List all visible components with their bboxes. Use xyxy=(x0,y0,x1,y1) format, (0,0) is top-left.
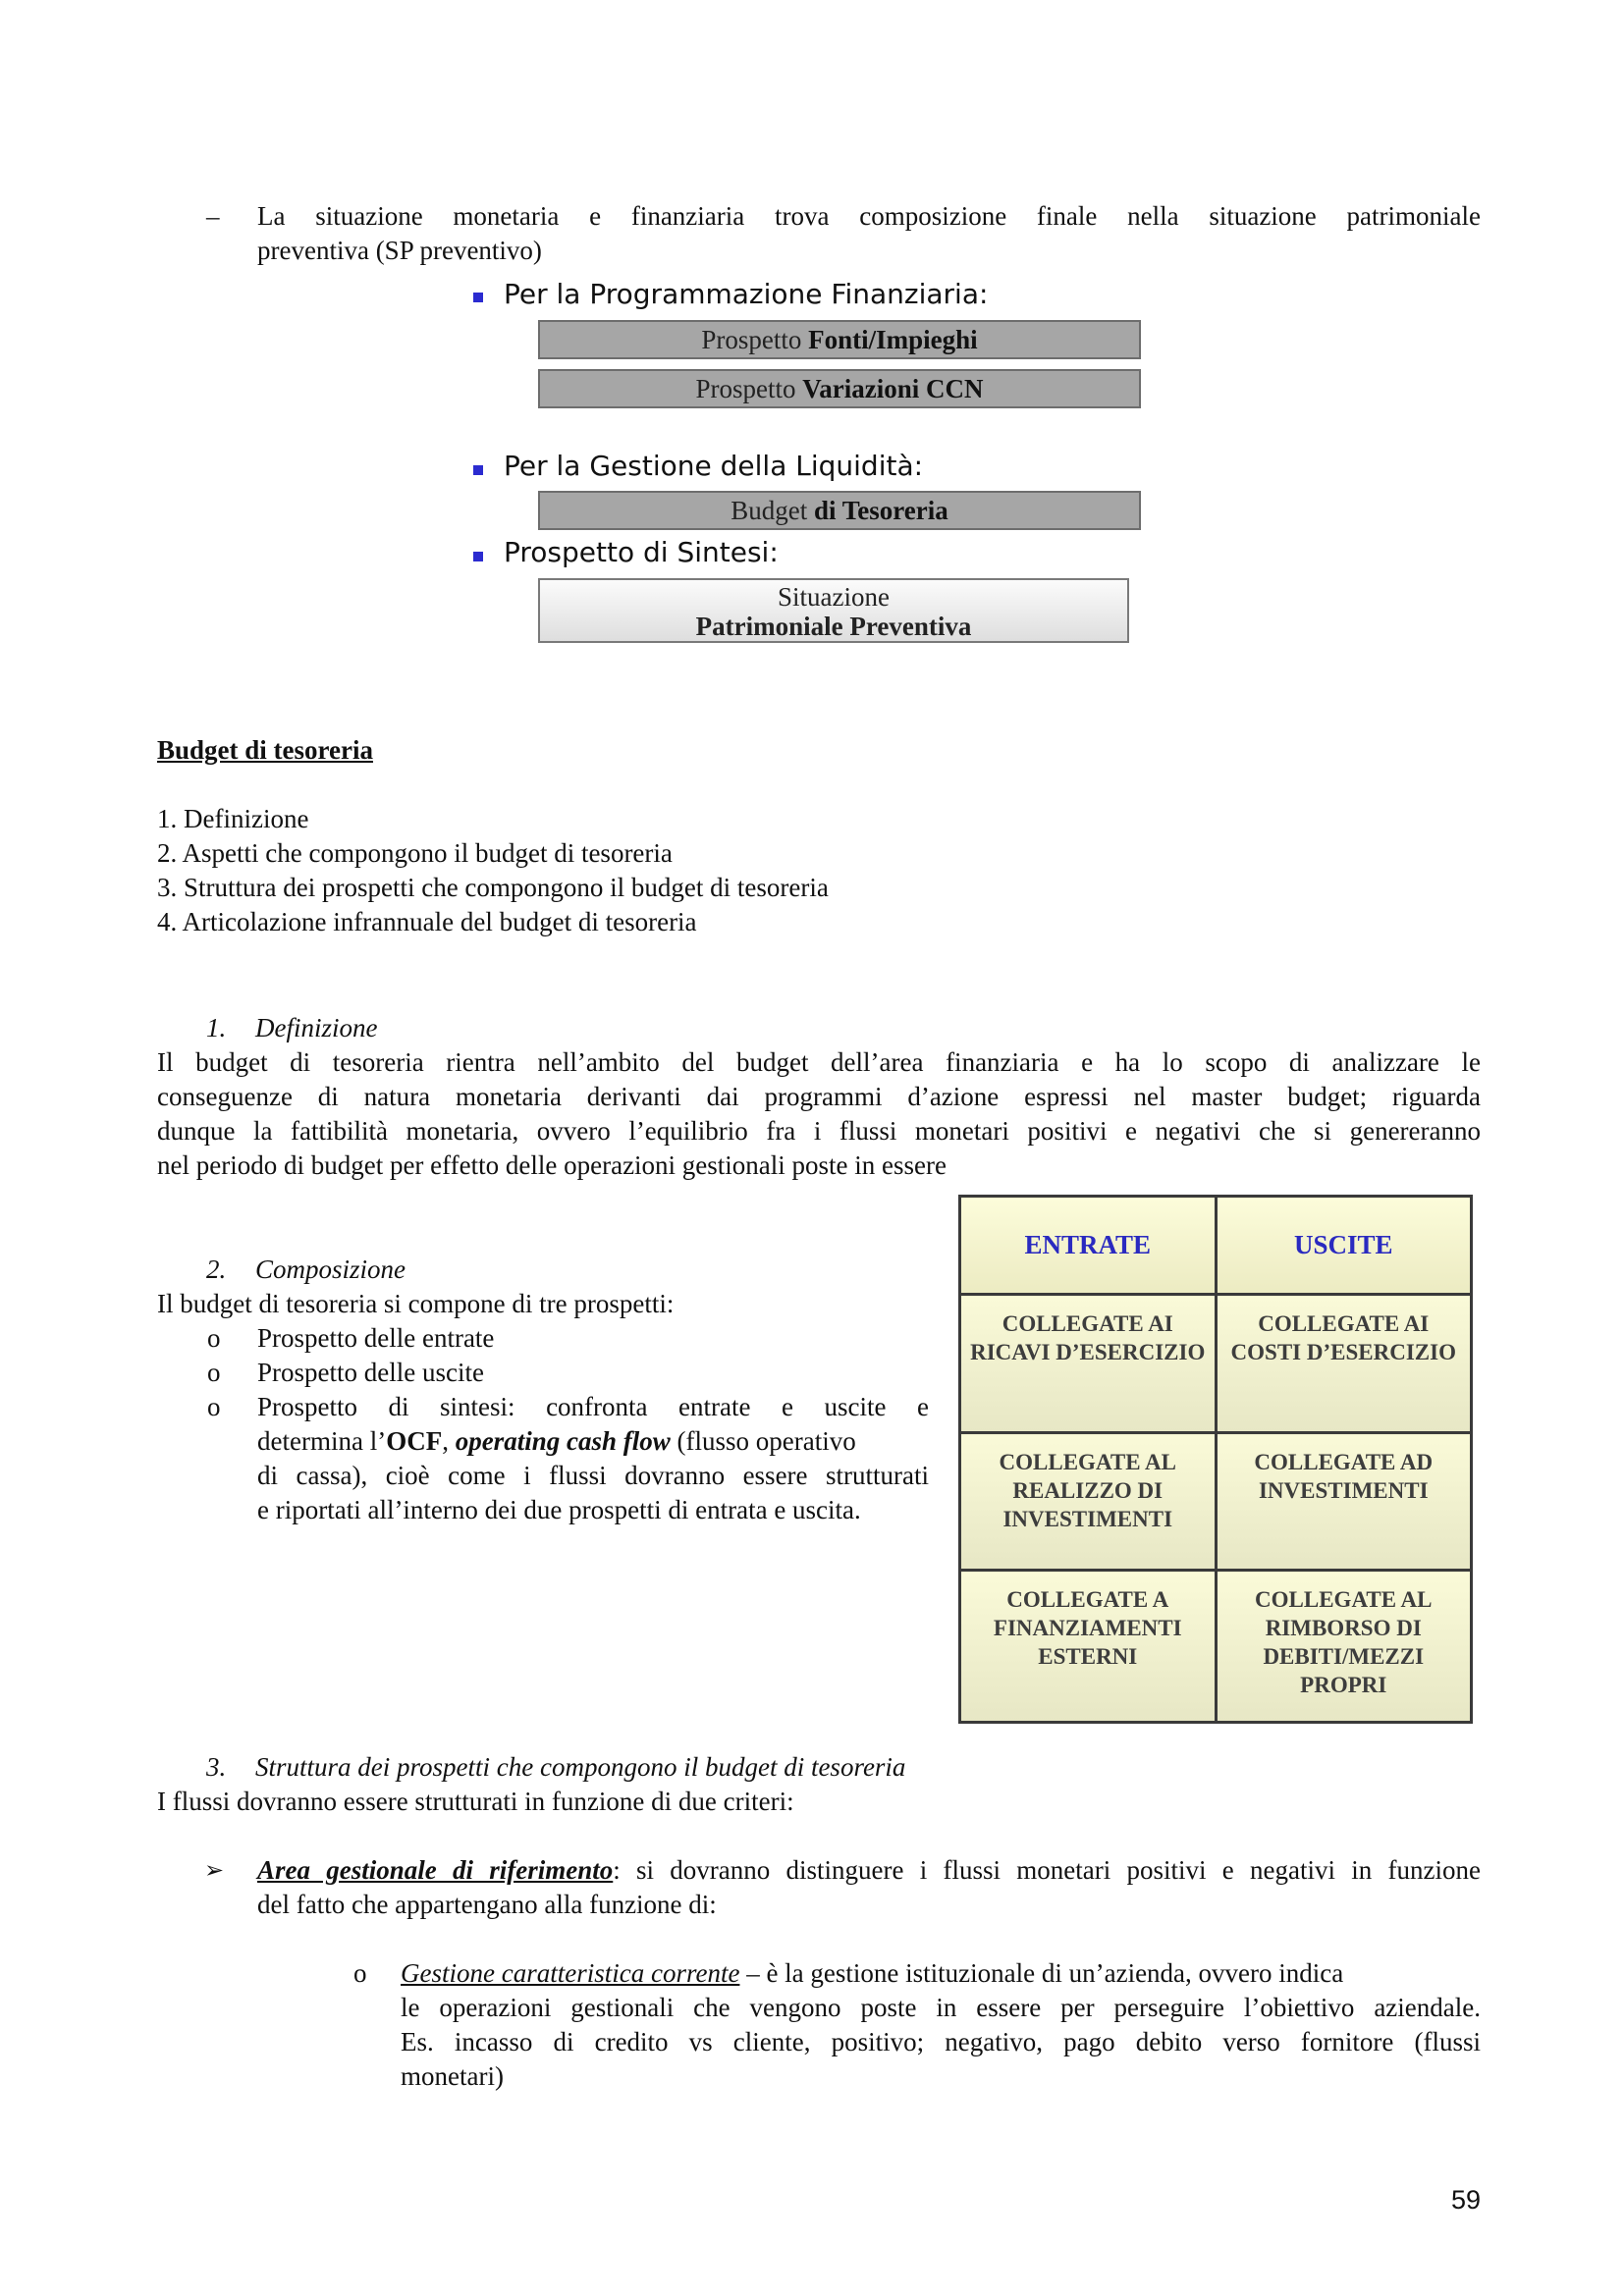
toc-item: 1. Definizione xyxy=(157,804,309,833)
comp-item-3-text: determina l’ xyxy=(257,1426,387,1456)
def-line: dunque la fattibilità monetaria, ovvero l’equilibrio fra i flussi monetari positivi e negativi che si genereranno xyxy=(157,1116,1481,1146)
table-head-uscite: USCITE xyxy=(1216,1197,1472,1295)
table-cell: COLLEGATE AI RICAVI D’ESERCIZIO xyxy=(960,1295,1217,1433)
def-num: 1. xyxy=(206,1013,227,1042)
comp-title: Composizione xyxy=(255,1255,406,1284)
comp-bullet: o xyxy=(207,1358,221,1387)
liq-heading: Per la Gestione della Liquidità: xyxy=(504,450,924,482)
toc-item: 3. Struttura dei prospetti che compongono il budget di tesoreria xyxy=(157,873,829,902)
comp-item-3-text: (flusso operativo xyxy=(670,1426,856,1456)
comp-item-3-line-4: e riportati all’interno dei due prospetti di entrata e uscita. xyxy=(257,1495,861,1524)
comp-item-3-line-1: Prospetto di sintesi: confronta entrate e uscite e xyxy=(257,1392,929,1421)
box-fonti-impieghi-bold: Fonti/Impieghi xyxy=(808,325,978,354)
box-fonti-impieghi xyxy=(538,320,1141,359)
box-variazioni-ccn-bold: Variazioni CCN xyxy=(802,374,984,403)
table-head-entrate: ENTRATE xyxy=(960,1197,1217,1295)
box-budget-tesoreria xyxy=(538,491,1141,530)
comp-item-3-text: , xyxy=(442,1426,456,1456)
table-cell: COLLEGATE AL RIMBORSO DI DEBITI/MEZZI PROPRI xyxy=(1216,1571,1472,1723)
sub-line-1 xyxy=(401,1956,1481,1991)
comp-bullet: o xyxy=(207,1323,221,1353)
box-variazioni-ccn-prefix: Prospetto xyxy=(695,374,803,403)
box-situazione-line-1: Situazione xyxy=(778,582,890,612)
entrate-uscite-table xyxy=(958,1195,1473,1724)
box-variazioni-ccn xyxy=(538,369,1141,408)
criterion-line-2: del fatto che appartengano alla funzione di: xyxy=(257,1890,717,1919)
comp-intro: Il budget di tesoreria si compone di tre prospetti: xyxy=(157,1289,675,1318)
box-budget-tesoreria-bold: di Tesoreria xyxy=(813,496,948,525)
toc-item: 4. Articolazione infrannuale del budget di tesoreria xyxy=(157,907,697,936)
box-budget-tesoreria-prefix: Budget xyxy=(731,496,814,525)
sub-text: – è la gestione istituzionale di un’azienda, ovvero indica xyxy=(739,1958,1344,1988)
arrow-bullet-icon: ➢ xyxy=(204,1856,225,1884)
square-bullet-icon xyxy=(473,465,483,475)
strut-intro: I flussi dovranno essere strutturati in funzione di due criteri: xyxy=(157,1787,794,1816)
square-bullet-icon xyxy=(473,293,483,302)
table-cell: COLLEGATE AL REALIZZO DI INVESTIMENTI xyxy=(960,1433,1217,1571)
comp-item-3-line-3: di cassa), cioè come i flussi dovranno essere strutturati xyxy=(257,1461,929,1490)
sub-line-4: monetari) xyxy=(401,2061,504,2091)
table-cell: COLLEGATE AI COSTI D’ESERCIZIO xyxy=(1216,1295,1472,1433)
toc-item: 2. Aspetti che compongono il budget di tesoreria xyxy=(157,838,673,868)
comp-item-1: Prospetto delle entrate xyxy=(257,1323,495,1353)
def-title: Definizione xyxy=(255,1013,378,1042)
def-line: conseguenze di natura monetaria derivanti dai programmi d’azione espressi nel master budget; riguarda xyxy=(157,1082,1481,1111)
comp-num: 2. xyxy=(206,1255,227,1284)
sub-line-3: Es. incasso di credito vs cliente, positivo; negativo, pago debito verso fornitore (flussi xyxy=(401,2027,1481,2056)
intro-line-1: La situazione monetaria e finanziaria trova composizione finale nella situazione patrimoniale xyxy=(257,201,1481,231)
operating-cash-flow-term: operating cash flow xyxy=(455,1426,671,1456)
sint-heading: Prospetto di Sintesi: xyxy=(504,536,779,568)
intro-line-2: preventiva (SP preventivo) xyxy=(257,236,542,265)
table-cell: COLLEGATE AD INVESTIMENTI xyxy=(1216,1433,1472,1571)
comp-item-3-line-2 xyxy=(257,1424,935,1459)
strut-num: 3. xyxy=(206,1752,227,1782)
prog-heading: Per la Programmazione Finanziaria: xyxy=(504,278,989,310)
ocf-term: OCF xyxy=(386,1426,443,1456)
sub-title: Gestione caratteristica corrente xyxy=(401,1958,740,1988)
strut-title: Struttura dei prospetti che compongono il budget di tesoreria xyxy=(255,1752,906,1782)
sub-line-2: le operazioni gestionali che vengono poste in essere per perseguire l’obiettivo aziendale. xyxy=(401,1993,1481,2022)
box-fonti-impieghi-prefix: Prospetto xyxy=(701,325,809,354)
section-title: Budget di tesoreria xyxy=(157,735,373,765)
comp-item-2: Prospetto delle uscite xyxy=(257,1358,484,1387)
sub-bullet: o xyxy=(353,1958,367,1988)
page-number: 59 xyxy=(1451,2185,1482,2215)
def-line: nel periodo di budget per effetto delle operazioni gestionali poste in essere xyxy=(157,1150,947,1180)
box-situazione-line-2: Patrimoniale Preventiva xyxy=(695,612,972,641)
comp-bullet: o xyxy=(207,1392,221,1421)
table-cell: COLLEGATE A FINANZIAMENTI ESTERNI xyxy=(960,1571,1217,1723)
intro-dash: – xyxy=(206,201,220,231)
criterion-title: Area gestionale di riferimento xyxy=(257,1855,614,1885)
criterion-text: : si dovranno distinguere i flussi monetari positivi e negativi in funzione xyxy=(613,1855,1481,1885)
square-bullet-icon xyxy=(473,552,483,561)
criterion-line-1 xyxy=(257,1853,1481,1888)
def-line: Il budget di tesoreria rientra nell’ambito del budget dell’area finanziaria e ha lo scopo di analizzare le xyxy=(157,1047,1481,1077)
box-situazione-patrimoniale xyxy=(538,578,1129,643)
